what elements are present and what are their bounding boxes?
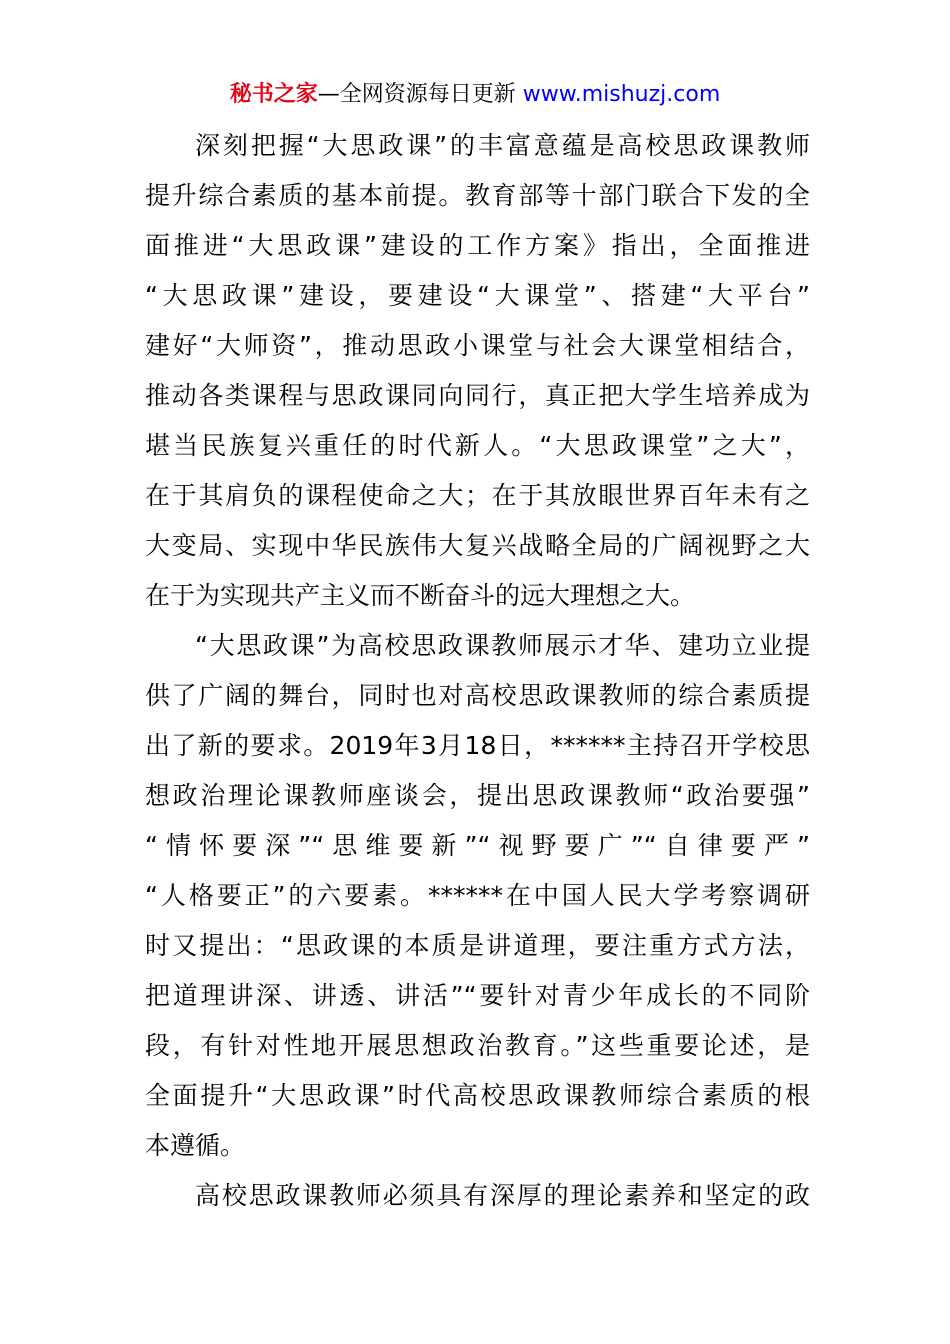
brand-name: 秘书之家 (229, 82, 318, 107)
paragraph-line: 时又提出：“思政课的本质是讲道理，要注重方式方法， (145, 931, 810, 960)
paragraph-line: “情怀要深”“思维要新”“视野要广”“自律要严” (145, 831, 810, 860)
paragraph-line: 在于其肩负的课程使命之大；在于其放眼世界百年未有之 (145, 481, 810, 510)
header-tagline: —全网资源每日更新 (317, 82, 523, 107)
website-link[interactable]: www.mishuzj.com (522, 82, 721, 107)
paragraph-line: “大思政课”为高校思政课教师展示才华、建功立业提 (195, 631, 810, 660)
paragraph-line: 想政治理论课教师座谈会，提出思政课教师“政治要强” (145, 781, 810, 810)
page-header (0, 80, 950, 110)
paragraph-line: 高校思政课教师必须具有深厚的理论素养和坚定的政 (195, 1181, 810, 1210)
paragraph-3 (145, 1171, 810, 1221)
paragraph-line: 提升综合素质的基本前提。教育部等十部门联合下发的全 (145, 181, 810, 210)
paragraph-line: 堪当民族复兴重任的时代新人。“大思政课堂”之大”， (145, 431, 810, 460)
paragraph-line: 把道理讲深、讲透、讲活”“要针对青少年成长的不同阶 (145, 981, 810, 1010)
paragraph-line: 推动各类课程与思政课同向同行，真正把大学生培养成为 (145, 381, 810, 410)
paragraph-1 (145, 121, 810, 621)
paragraph-line: 面推进“大思政课”建设的工作方案》指出，全面推进 (145, 231, 810, 260)
paragraph-line: 本遵循。 (145, 1131, 246, 1160)
paragraph-line: 深刻把握“大思政课”的丰富意蕴是高校思政课教师 (195, 131, 810, 160)
paragraph-line: 在于为实现共产主义而不断奋斗的远大理想之大。 (145, 581, 696, 610)
paragraph-line: 供了广阔的舞台，同时也对高校思政课教师的综合素质提 (145, 681, 810, 710)
paragraph-line: “大思政课”建设，要建设“大课堂”、搭建“大平台” (145, 281, 810, 310)
document-body (145, 121, 810, 1221)
paragraph-line: 大变局、实现中华民族伟大复兴战略全局的广阔视野之大 (145, 531, 810, 560)
paragraph-2 (145, 621, 810, 1171)
paragraph-line: 段，有针对性地开展思想政治教育。”这些重要论述，是 (145, 1031, 810, 1060)
paragraph-line: 全面提升“大思政课”时代高校思政课教师综合素质的根 (145, 1081, 810, 1110)
paragraph-line: “人格要正”的六要素。******在中国人民大学考察调研 (145, 881, 810, 910)
paragraph-line: 建好“大师资”，推动思政小课堂与社会大课堂相结合， (145, 331, 810, 360)
paragraph-line: 出了新的要求。2019年3月18日，******主持召开学校思 (145, 731, 810, 760)
